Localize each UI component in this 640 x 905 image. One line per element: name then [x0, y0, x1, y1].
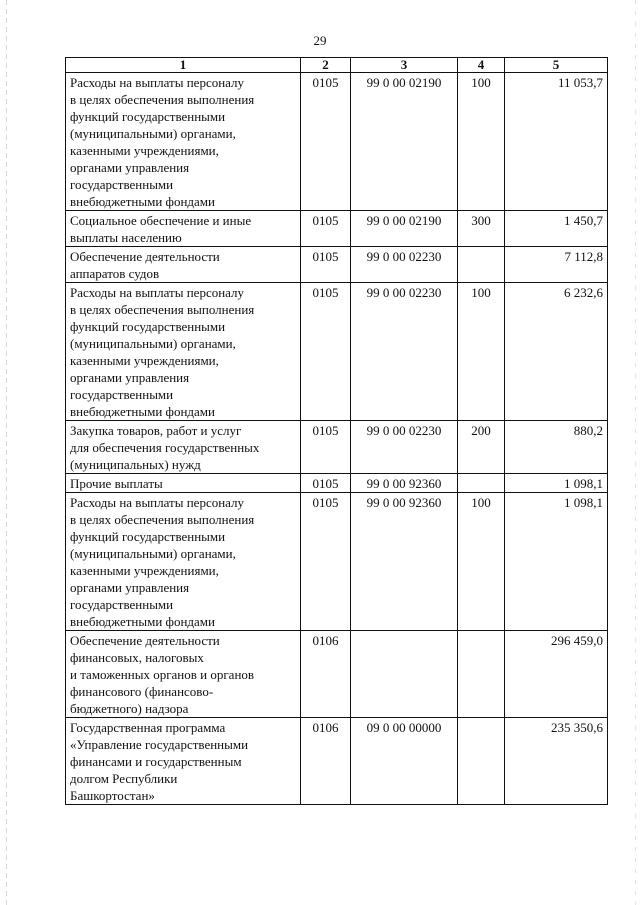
- row-code: 99 0 00 02190: [351, 211, 458, 247]
- row-type: 100: [458, 73, 505, 211]
- table-row: [66, 631, 608, 718]
- row-amount: 1 098,1: [505, 474, 608, 493]
- row-type: 100: [458, 493, 505, 631]
- row-section: 0105: [301, 474, 351, 493]
- row-name: Расходы на выплаты персоналу в целях обеспечения выполнения функций государственными (муниципальными) органами, казенными учреждениями, органами управления государственными внебюджетными фондами: [66, 73, 301, 211]
- row-section: 0105: [301, 73, 351, 211]
- header-col-section: 2: [301, 58, 351, 73]
- table-row: [66, 73, 608, 211]
- row-code: 99 0 00 02230: [351, 421, 458, 474]
- table-row: [66, 247, 608, 283]
- row-amount: 7 112,8: [505, 247, 608, 283]
- row-code: 99 0 00 92360: [351, 474, 458, 493]
- row-amount: 235 350,6: [505, 718, 608, 805]
- budget-table: [65, 57, 608, 805]
- table-row: [66, 474, 608, 493]
- row-section: 0105: [301, 247, 351, 283]
- row-name: Социальное обеспечение и иные выплаты населению: [66, 211, 301, 247]
- scan-edge-right: [635, 0, 636, 905]
- row-section: 0105: [301, 493, 351, 631]
- table-row: [66, 718, 608, 805]
- row-type: [458, 631, 505, 718]
- row-name: Расходы на выплаты персоналу в целях обеспечения выполнения функций государственными (муниципальными) органами, казенными учреждениями, органами управления государственными внебюджетными фондами: [66, 493, 301, 631]
- row-section: 0105: [301, 421, 351, 474]
- row-code: 99 0 00 02230: [351, 247, 458, 283]
- row-name: Закупка товаров, работ и услуг для обеспечения государственных (муниципальных) нужд: [66, 421, 301, 474]
- row-type: [458, 718, 505, 805]
- table-header: [66, 58, 608, 73]
- row-amount: 880,2: [505, 421, 608, 474]
- table-row: [66, 283, 608, 421]
- row-code: [351, 631, 458, 718]
- row-type: [458, 474, 505, 493]
- header-col-code: 3: [351, 58, 458, 73]
- header-col-type: 4: [458, 58, 505, 73]
- row-type: 200: [458, 421, 505, 474]
- header-col-amount: 5: [505, 58, 608, 73]
- page-number: 29: [313, 33, 327, 48]
- row-name: Расходы на выплаты персоналу в целях обеспечения выполнения функций государственными (муниципальными) органами, казенными учреждениями, органами управления государственными внебюджетными фондами: [66, 283, 301, 421]
- table-row: [66, 211, 608, 247]
- row-section: 0106: [301, 718, 351, 805]
- row-type: 100: [458, 283, 505, 421]
- row-amount: 11 053,7: [505, 73, 608, 211]
- row-name: Обеспечение деятельности финансовых, налоговых и таможенных органов и органов финансового (финансово- бюджетного) надзора: [66, 631, 301, 718]
- table-row: [66, 421, 608, 474]
- scan-edge-left: [6, 0, 7, 905]
- row-name: Прочие выплаты: [66, 474, 301, 493]
- table-body: [66, 73, 608, 805]
- row-code: 99 0 00 02190: [351, 73, 458, 211]
- row-code: 09 0 00 00000: [351, 718, 458, 805]
- header-row: [66, 58, 608, 73]
- row-amount: 1 450,7: [505, 211, 608, 247]
- row-code: 99 0 00 92360: [351, 493, 458, 631]
- row-name: Государственная программа «Управление государственными финансами и государственным долгом Республики Башкортостан»: [66, 718, 301, 805]
- row-type: [458, 247, 505, 283]
- row-type: 300: [458, 211, 505, 247]
- header-col-name: 1: [66, 58, 301, 73]
- row-amount: 6 232,6: [505, 283, 608, 421]
- table-row: [66, 493, 608, 631]
- row-name: Обеспечение деятельности аппаратов судов: [66, 247, 301, 283]
- row-section: 0105: [301, 283, 351, 421]
- row-section: 0106: [301, 631, 351, 718]
- row-section: 0105: [301, 211, 351, 247]
- row-amount: 296 459,0: [505, 631, 608, 718]
- row-amount: 1 098,1: [505, 493, 608, 631]
- row-code: 99 0 00 02230: [351, 283, 458, 421]
